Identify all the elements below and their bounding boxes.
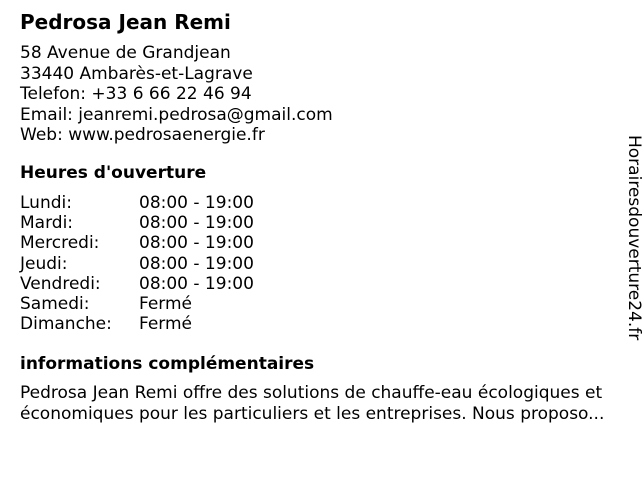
hours-day: Lundi: [20, 193, 72, 213]
hours-row-thursday [20, 254, 254, 274]
hours-day: Mercredi: [20, 233, 100, 254]
hours-day: Samedi: [20, 294, 90, 315]
business-name: Pedrosa Jean Remi [20, 10, 231, 34]
address-city: 33440 Ambarès-et-Lagrave [20, 63, 253, 84]
hours-day: Jeudi: [20, 253, 68, 274]
hours-time: 08:00 - 19:00 [139, 233, 254, 254]
hours-time: 08:00 - 19:00 [139, 253, 254, 274]
hours-time: Fermé [139, 314, 193, 335]
hours-day: Mardi: [20, 213, 74, 234]
opening-hours-heading: Heures d'ouverture [20, 163, 207, 183]
hours-time: 08:00 - 19:00 [139, 213, 254, 234]
hours-day: Vendredi: [20, 273, 101, 294]
hours-row-tuesday [20, 213, 254, 233]
hours-row-wednesday [20, 233, 254, 253]
email-address: Email: jeanremi.pedrosa@gmail.com [20, 104, 333, 125]
additional-info-heading: informations complémentaires [20, 354, 315, 374]
hours-row-sunday [20, 314, 254, 334]
hours-time: 08:00 - 19:00 [139, 273, 254, 294]
hours-row-monday [20, 193, 254, 213]
business-description: Pedrosa Jean Remi offre des solutions de chauffe-eau écologiques et économiques pour les particuliers et les entreprises. Nous proposo... [20, 383, 605, 424]
hours-row-saturday [20, 294, 254, 314]
site-watermark: Horairesdouverture24.fr [624, 135, 644, 341]
hours-day: Dimanche: [20, 314, 112, 335]
phone-number: Telefon: +33 6 66 22 46 94 [20, 84, 252, 104]
opening-hours-table [20, 193, 254, 334]
address-street: 58 Avenue de Grandjean [20, 43, 231, 63]
hours-time: Fermé [139, 294, 193, 315]
hours-row-friday [20, 274, 254, 294]
hours-time: 08:00 - 19:00 [139, 193, 254, 213]
contact-block [20, 43, 333, 146]
website: Web: www.pedrosaenergie.fr [20, 125, 265, 145]
